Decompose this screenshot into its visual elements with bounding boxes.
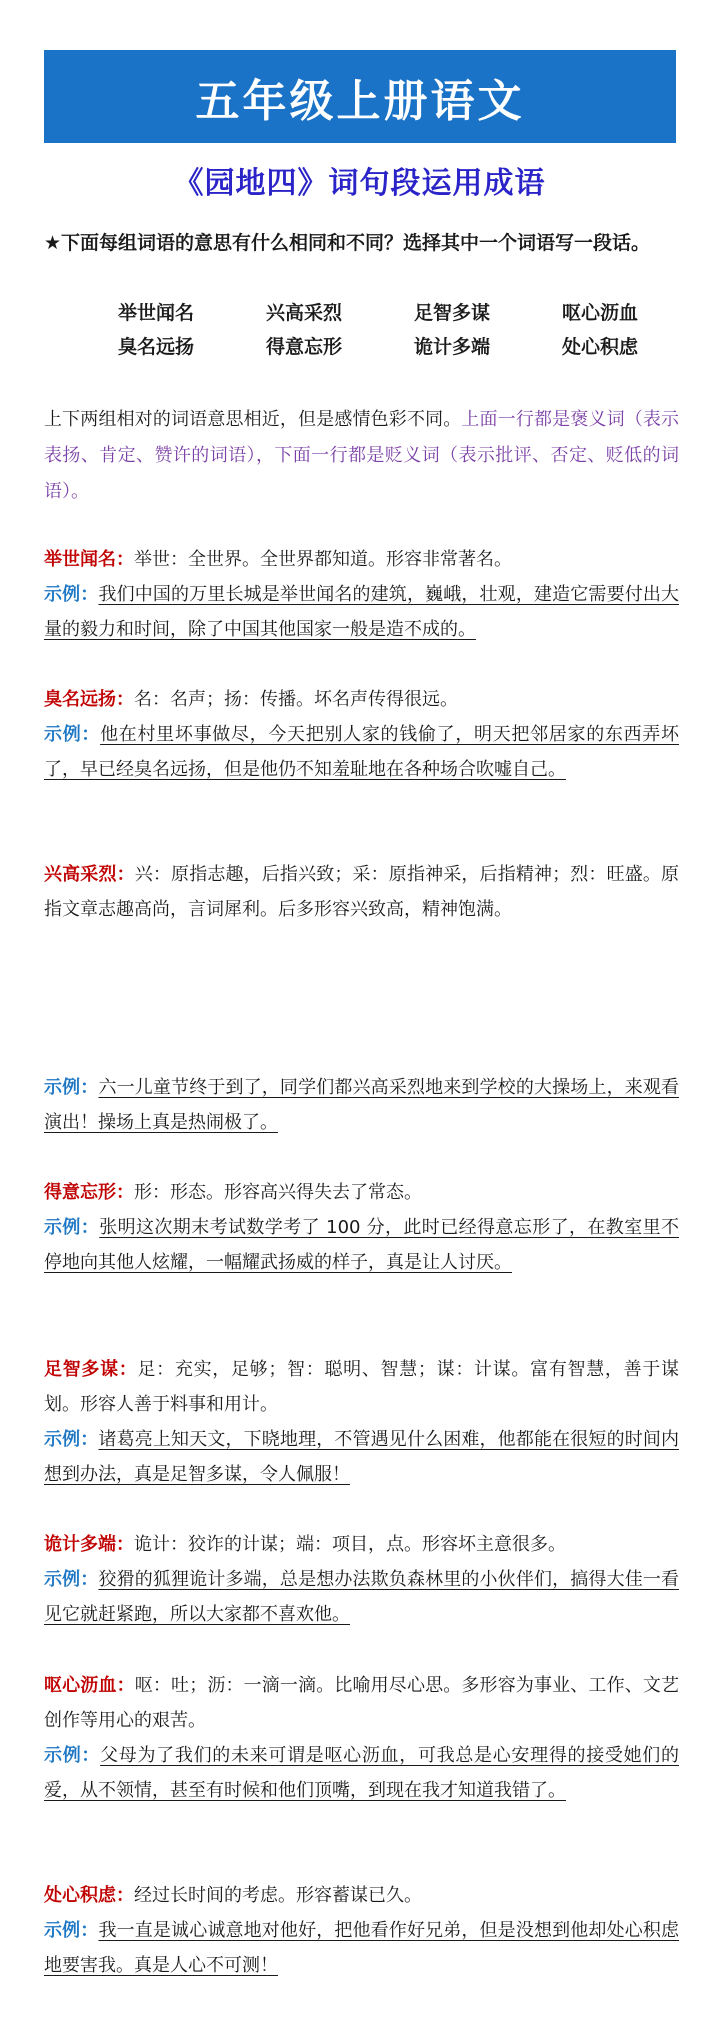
idiom-definition: 经过长时间的考虑。形容蓄谋已久。: [134, 1885, 422, 1906]
idiom-row-negative: [118, 332, 638, 359]
idiom: 足智多谋: [413, 302, 490, 324]
entry-example: [44, 1210, 679, 1280]
entry-example: [44, 577, 679, 647]
example-text: 父母为了我们的未来可谓是呕心沥血，可我总是心安理得的接受她们的爱，从不领情，甚至有时候和他们顶嘴，到现在我才知道我错了。: [44, 1745, 679, 1801]
entry-definition: [44, 1527, 679, 1562]
entry-example: [44, 1422, 679, 1492]
note-plain: 上下两组相对的词语意思相近，但是感情色彩不同。: [44, 409, 462, 430]
note-highlight: 上面一行都是褒义词（表示表扬、肯定、赞许的词语），下面一行都是贬义词（表示批评、否定、贬低的词语）。: [44, 409, 680, 502]
idiom-definition: 形：形态。形容高兴得失去了常态。: [134, 1182, 422, 1203]
example-label: 示例：: [44, 584, 99, 605]
explanation-note: [44, 402, 679, 510]
entry-definition: [44, 542, 679, 577]
example-text: 六一儿童节终于到了，同学们都兴高采烈地来到学校的大操场上，来观看演出！操场上真是热闹极了。: [44, 1077, 680, 1133]
idiom: 臭名远扬: [118, 336, 195, 358]
example-label: 示例：: [44, 1920, 99, 1941]
idiom-term: 举世闻名：: [44, 549, 134, 570]
idiom: 处心积虑: [561, 336, 638, 358]
idiom-definition: 呕：吐；沥：一滴一滴。比喻用尽心思。多形容为事业、工作、文艺创作等用心的艰苦。: [44, 1675, 680, 1731]
idiom-term: 呕心沥血：: [44, 1675, 135, 1696]
example-text: 诸葛亮上知天文，下晓地理，不管遇见什么困难，他都能在很短的时间内想到办法，真是足智多谋，令人佩服！: [44, 1429, 680, 1485]
entry-example: [44, 1070, 679, 1140]
title-banner: [44, 50, 676, 143]
example-label: 示例：: [44, 1077, 99, 1098]
entry-definition: [44, 1175, 679, 1210]
idiom-term: 兴高采烈：: [44, 864, 135, 885]
example-label: 示例：: [44, 1745, 101, 1766]
idiom: 呕心沥血: [561, 302, 638, 324]
entry-example: [44, 1913, 679, 1983]
idiom-row-positive: [118, 298, 638, 325]
entry-example: [44, 1562, 679, 1632]
entry-example: [44, 717, 679, 787]
entry-definition: [44, 1878, 679, 1913]
idiom-definition: 名：名声；扬：传播。坏名声传得很远。: [134, 689, 458, 710]
example-label: 示例：: [44, 1217, 100, 1238]
idiom: 诡计多端: [413, 336, 490, 358]
example-label: 示例：: [44, 724, 101, 745]
example-text: 张明这次期末考试数学考了 100 分，此时已经得意忘形了，在教室里不停地向其他人炫耀，一幅耀武扬威的样子，真是让人讨厌。: [44, 1217, 680, 1273]
idiom-definition: 诡计：狡诈的计谋；端：项目，点。形容坏主意很多。: [134, 1534, 566, 1555]
idiom-definition: 足：充实，足够；智：聪明、智慧；谋：计谋。富有智慧，善于谋划。形容人善于料事和用计。: [44, 1359, 679, 1415]
example-label: 示例：: [44, 1569, 99, 1590]
idiom-term: 诡计多端：: [44, 1534, 134, 1555]
idiom-term: 处心积虑：: [44, 1885, 134, 1906]
example-text: 我一直是诚心诚意地对他好，把他看作好兄弟，但是没想到他却处心积虑地要害我。真是人心不可测！: [44, 1920, 680, 1976]
idiom-term: 足智多谋：: [44, 1359, 138, 1380]
entry-definition: [44, 857, 679, 927]
idiom: 举世闻名: [118, 302, 195, 324]
entry-definition: [44, 1668, 679, 1738]
question: ★下面每组词语的意思有什么相同和不同？选择其中一个词语写一段话。: [44, 232, 651, 254]
page-title: 五年级上册语文: [195, 75, 525, 127]
idiom-term: 臭名远扬：: [44, 689, 134, 710]
example-text: 我们中国的万里长城是举世闻名的建筑，巍峨，壮观，建造它需要付出大量的毅力和时间，除了中国其他国家一般是造不成的。: [44, 584, 680, 640]
idiom: 得意忘形: [265, 336, 342, 358]
example-label: 示例：: [44, 1429, 99, 1450]
example-text: 狡猾的狐狸诡计多端，总是想办法欺负森林里的小伙伴们，搞得大佳一看见它就赶紧跑，所以大家都不喜欢他。: [44, 1569, 680, 1625]
idiom-definition: 举世：全世界。全世界都知道。形容非常著名。: [134, 549, 512, 570]
entry-example: [44, 1738, 679, 1808]
idiom-definition: 兴：原指志趣，后指兴致；采：原指神采，后指精神；烈：旺盛。原指文章志趣高尚，言词犀利。后多形容兴致高，精神饱满。: [44, 864, 680, 920]
idiom: 兴高采烈: [265, 302, 342, 324]
entry-definition: [44, 1352, 679, 1422]
subtitle: 《园地四》词句段运用成语: [173, 166, 546, 201]
entry-definition: [44, 682, 679, 717]
idiom-term: 得意忘形：: [44, 1182, 134, 1203]
example-text: 他在村里坏事做尽，今天把别人家的钱偷了，明天把邻居家的东西弄坏了，早已经臭名远扬，但是他仍不知羞耻地在各种场合吹嘘自己。: [44, 724, 679, 780]
